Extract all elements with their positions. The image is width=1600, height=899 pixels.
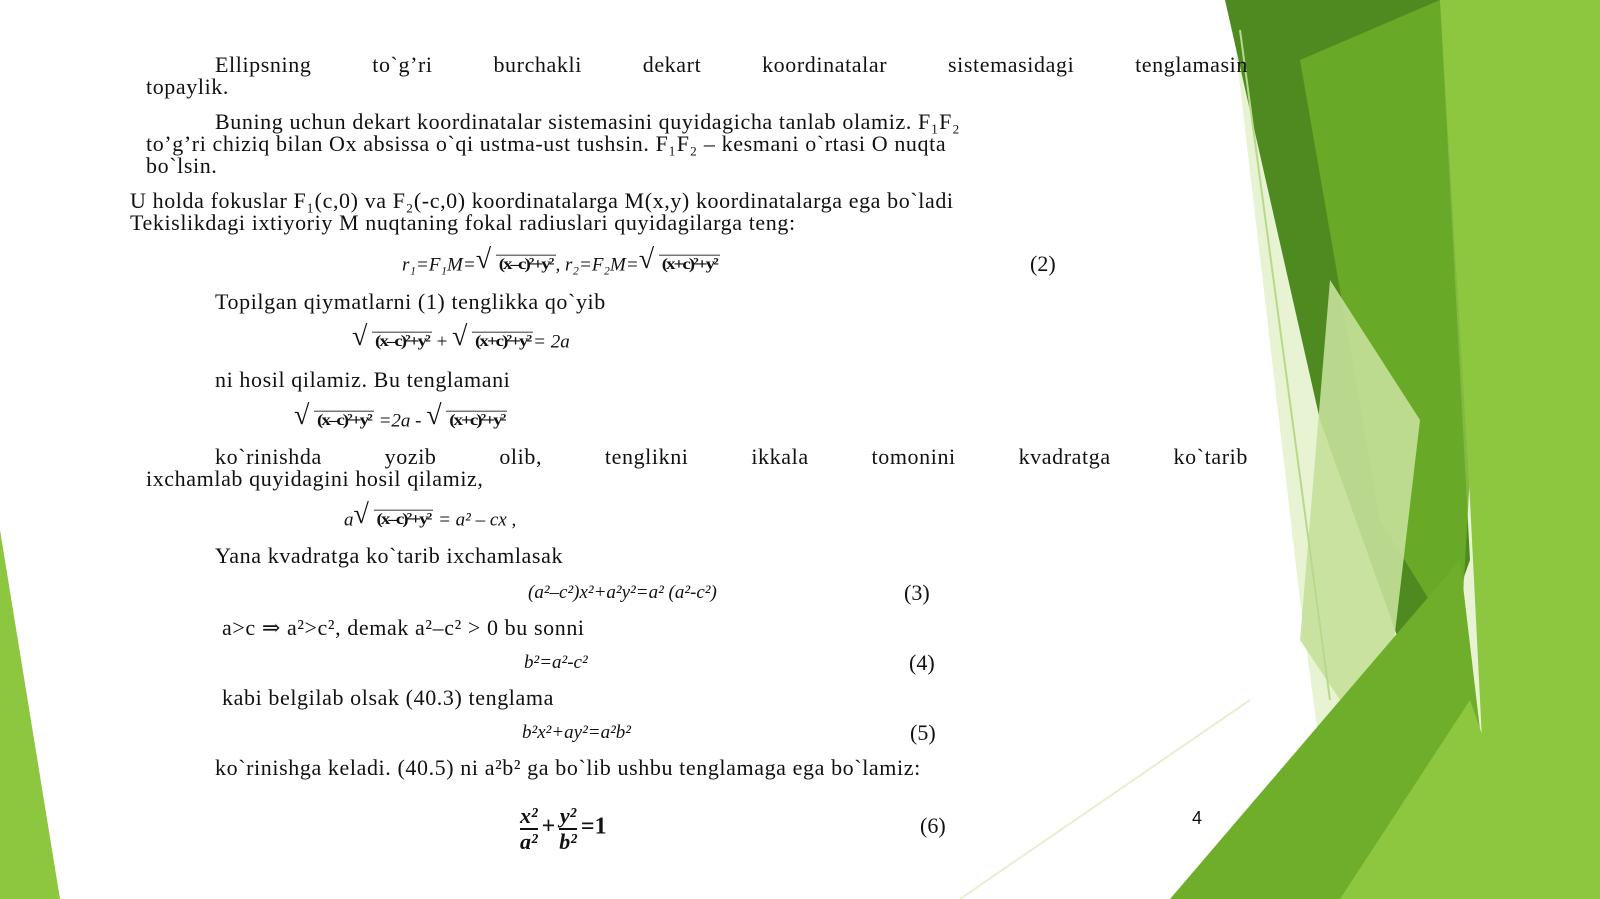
paragraph-6-line-2: ixchamlab quyidagini hosil qilamiz, — [146, 466, 484, 491]
equation-2 — [402, 244, 720, 279]
paragraph-7: Yana kvadratga ko`tarib ixchamlasak — [215, 543, 564, 568]
equation-2-number: (2) — [1030, 251, 1056, 276]
paragraph-3-line-1: U holda fokuslar F₁(c,0) va F₂(-c,0) koordinatalarga M(x,y) koordinatalarga ega bo`ladi — [130, 188, 954, 213]
paragraph-4: Topilgan qiymatlarni (1) tenglikka qo`yib — [215, 289, 606, 314]
radical: √ (x–c)²+y² — [294, 409, 374, 435]
paragraph-2-line-3: bo`lsin. — [146, 153, 218, 178]
paragraph-3-line-2: Tekislikdagi ixtiyoriy M nuqtaning fokal radiuslari quyidagilarga teng: — [130, 210, 796, 235]
radical: √ (x+c)²+y² — [452, 330, 533, 356]
radical: √ (x+c)²+y² — [639, 253, 720, 279]
radical: √ (x–c)²+y² — [354, 508, 434, 534]
paragraph-1-line-2: topaylik. — [146, 74, 230, 99]
paragraph-2-line-2: to’g’ri chiziq bilan Ox absissa o`qi ustma-ust tushsin. F₁F₂ – kesmani o`rtasi O nuqta — [146, 131, 947, 156]
radical: √ (x–c)²+y² — [476, 253, 556, 279]
paragraph-5: ni hosil qilamiz. Bu tenglamani — [215, 367, 511, 392]
equation-2-r2: , r₂=F₂M= — [555, 254, 639, 276]
equation-simplified: a √ (x–c)²+y² = a² – cx , — [344, 508, 516, 534]
left-green-wedge — [0, 530, 60, 899]
equation-4: b²=a²-c² — [524, 652, 588, 673]
equation-3: (a²–c²)x²+a²y²=a² (a²-c²) — [528, 582, 717, 603]
equation-2-r1: r₁=F₁M= — [402, 254, 476, 276]
equation-sum-of-radicals: √ (x–c)²+y² + √ (x+c)²+y² = 2a — [352, 330, 570, 356]
fraction-x-over-a: $\frac{\text{x²}}{\text{a²}}$ — [520, 803, 538, 854]
paragraph-2-line-1: Buning uchun dekart koordinatalar sistemasini quyidagicha tanlab olamiz. F₁F₂ — [215, 109, 961, 134]
paragraph-1-line-1: Ellipsning to`g’ri burchakli dekart koordinatalar sistemasidagi tenglamasin — [215, 52, 1248, 77]
equation-5-number: (5) — [910, 720, 936, 745]
paragraph-6-line-1: ko`rinishda yozib olib, tenglikni ikkala tomonini kvadratga ko`tarib — [215, 444, 1248, 469]
equation-6: $\frac{\text{x²}}{\text{a²}}$ + $\frac{\text{y²}}{\text{b²}}$ =1 — [520, 803, 607, 854]
paragraph-10: ko`rinishga keladi. (40.5) ni a²b² ga bo`lib ushbu tenglamaga ega bo`lamiz: — [215, 755, 921, 780]
radical: √ (x+c)²+y² — [426, 409, 507, 435]
page-number: 4 — [1192, 808, 1203, 828]
equation-isolated-radical: √ (x–c)²+y² =2a - √ (x+c)²+y² — [294, 409, 507, 435]
equation-4-number: (4) — [909, 650, 935, 675]
equation-6-number: (6) — [920, 813, 946, 838]
paragraph-9: kabi belgilab olsak (40.3) tenglama — [222, 685, 554, 710]
fraction-y-over-b: $\frac{\text{y²}}{\text{b²}}$ — [559, 803, 577, 854]
equation-3-number: (3) — [904, 580, 930, 605]
equation-5: b²x²+ay²=a²b² — [522, 722, 631, 743]
paragraph-8: a>c ⇒ a²>c², demak a²–c² > 0 bu sonni — [222, 615, 585, 640]
radical: √ (x–c)²+y² — [352, 330, 432, 356]
